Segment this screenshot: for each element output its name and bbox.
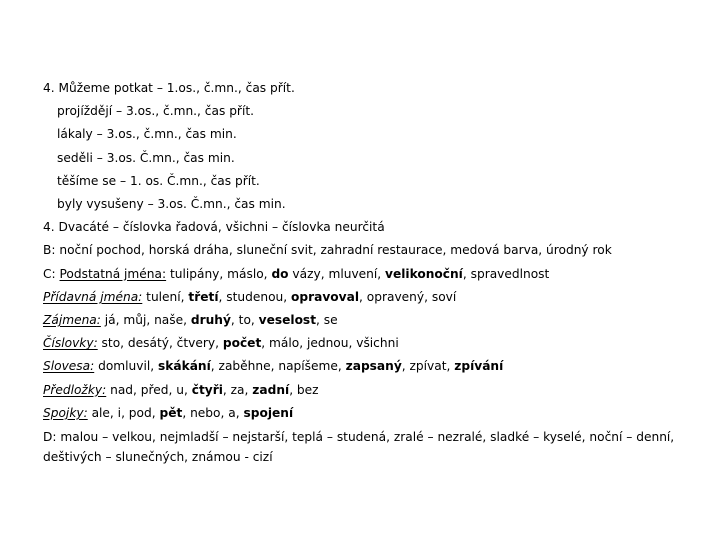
category-label: Zájmena: [43,313,101,328]
text-line [43,355,683,378]
text-segment: ale, i, pod, [87,405,160,420]
bold-word: veselost [258,313,317,328]
bold-word: do [271,266,289,281]
category-label: Slovesa: [43,359,95,374]
text-line [43,123,683,146]
text-line [43,239,683,262]
bold-word: zapsaný [345,359,402,374]
text-line [43,193,683,216]
text-line [43,216,683,239]
bold-word: zpívání [454,359,504,374]
text-segment: C: [43,266,60,281]
text-segment: tulení, [142,289,189,304]
category-label: Předložky: [43,382,107,397]
bold-word: třetí [188,289,219,304]
text-segment: sto, desátý, čtvery, [97,336,223,351]
text-line [43,100,683,123]
category-label: Spojky: [43,405,88,420]
text-segment: lákaly – 3.os., č.mn., čas min. [57,127,237,142]
text-segment: , opravený, soví [359,289,457,304]
text-segment: B: noční pochod, horská dráha, sluneční svit, zahradní restaurace, medová barva, úrodný rok [43,243,612,258]
bold-word: opravoval [291,289,360,304]
category-label: Přídavná jména: [43,289,143,304]
text-segment: , zaběhne, napíšeme, [210,359,346,374]
text-segment: tulipány, máslo, [166,266,272,281]
text-segment: seděli – 3.os. Č.mn., čas min. [57,150,235,165]
bold-word: čtyři [191,382,223,397]
text-line [43,263,683,286]
text-line [43,379,683,402]
document-body [43,77,683,467]
bold-word: druhý [190,313,231,328]
bold-word: pět [159,405,183,420]
text-segment: , za, [222,382,253,397]
text-line [43,170,683,193]
text-segment: , málo, jednou, všichni [261,336,399,351]
text-line [43,147,683,170]
category-label: Podstatná jména: [59,266,167,281]
category-label: Číslovky: [43,336,98,351]
bold-word: skákání [158,359,211,374]
text-segment: , nebo, a, [182,405,244,420]
text-segment: , spravedlnost [462,266,550,281]
text-line [43,332,683,355]
text-segment: já, můj, naše, [100,313,191,328]
bold-word: velikonoční [385,266,463,281]
bold-word: spojení [243,405,294,420]
text-segment: projíždějí – 3.os., č.mn., čas přít. [57,104,254,119]
text-segment: , bez [289,382,319,397]
text-line [43,309,683,332]
text-segment: , studenou, [218,289,292,304]
bold-word: počet [222,336,262,351]
text-line [43,77,683,100]
text-segment: těšíme se – 1. os. Č.mn., čas přít. [57,173,260,188]
text-line [43,286,683,309]
text-line [43,425,683,467]
text-segment: 4. Dvacáté – číslovka řadová, všichni – číslovka neurčitá [43,220,385,235]
bold-word: zadní [252,382,290,397]
text-segment: byly vysušeny – 3.os. Č.mn., čas min. [57,197,286,212]
text-segment: D: malou – velkou, nejmladší – nejstarší, teplá – studená, zralé – nezralé, sladké – kyselé, noční – denní, deštivých – slunečných, známou - cizí [43,430,675,465]
text-segment: nad, před, u, [106,382,192,397]
text-segment: , zpívat, [401,359,455,374]
text-segment: , to, [230,313,259,328]
text-segment: domluvil, [94,359,159,374]
text-segment: , se [316,313,338,328]
text-segment: 4. Můžeme potkat – 1.os., č.mn., čas přít. [43,81,295,95]
text-segment: vázy, mluvení, [288,266,386,281]
text-line [43,402,683,425]
